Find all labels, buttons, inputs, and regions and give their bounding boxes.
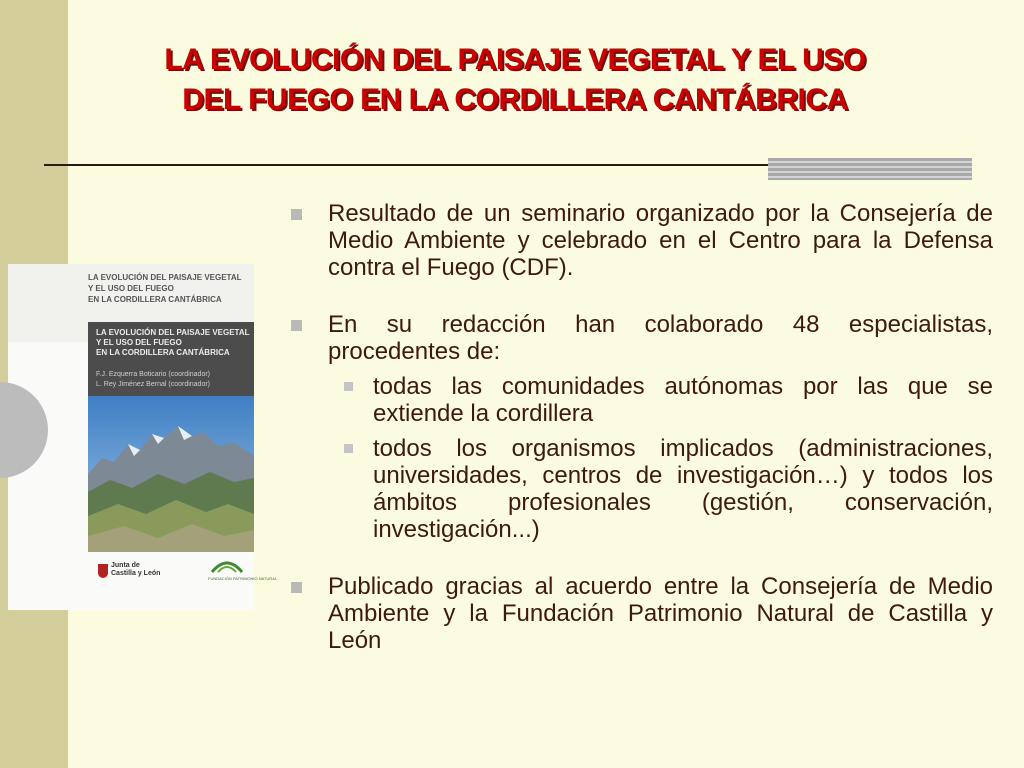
sub-bullet-square-icon — [344, 382, 353, 391]
sub-bullet-list — [328, 373, 993, 543]
cover-title-band — [88, 322, 254, 396]
junta-castilla-leon-logo — [98, 562, 161, 592]
bullet-square-icon — [291, 320, 302, 331]
bullet-item-publication — [289, 573, 993, 654]
slide-title — [40, 40, 990, 120]
cover-footer — [88, 552, 278, 610]
striped-accent-bar — [768, 158, 972, 180]
bullet-text: En su redacción han colaborado 48 especialistas, procedentes de: — [328, 311, 993, 365]
bullet-square-icon — [291, 209, 302, 220]
cover-title-line-3: EN LA CORDILLERA CANTÁBRICA — [96, 348, 230, 357]
bullet-text: Resultado de un seminario organizado por la Consejería de Medio Ambiente y celebrado en el Centro para la Defensa contra el Fuego (CDF). — [328, 200, 993, 281]
sub-bullet-item-communities — [342, 373, 993, 427]
bullet-list — [289, 200, 993, 654]
junta-logo-line-2: Castilla y León — [111, 570, 161, 577]
slide-title-line-1: LA EVOLUCIÓN DEL PAISAJE VEGETAL Y EL USO — [164, 43, 866, 76]
bullet-square-icon — [291, 582, 302, 593]
cover-title-line-1: LA EVOLUCIÓN DEL PAISAJE VEGETAL — [96, 328, 250, 337]
bullet-item-seminar — [289, 200, 993, 281]
cover-title-line-2: Y EL USO DEL FUEGO — [96, 338, 182, 347]
fpn-logo-text: FUNDACIÓN PATRIMONIO NATURAL — [208, 576, 278, 581]
sub-bullet-text: todas las comunidades autónomas por las que se extiende la cordillera — [373, 373, 993, 427]
junta-logo-text — [111, 562, 160, 578]
cover-header-title — [88, 272, 242, 305]
bullet-text: Publicado gracias al acuerdo entre la Consejería de Medio Ambiente y la Fundación Patrimonio Natural de Castilla y León — [328, 573, 993, 654]
title-divider — [44, 164, 772, 166]
sub-bullet-text: todos los organismos implicados (administraciones, universidades, centros de investigación…) y todos los ámbitos profesionales (gestión, conservación, investigación...) — [373, 435, 993, 543]
cover-title — [96, 328, 250, 358]
cover-header-line-3: EN LA CORDILLERA CANTÁBRICA — [88, 295, 222, 304]
fundacion-patrimonio-natural-logo — [208, 558, 278, 588]
book-cover-image — [8, 264, 278, 610]
sub-bullet-item-organisms — [342, 435, 993, 543]
leaf-icon — [208, 558, 246, 576]
cover-header-line-1: LA EVOLUCIÓN DEL PAISAJE VEGETAL — [88, 273, 242, 282]
bullet-item-contributors — [289, 311, 993, 543]
slide-title-line-2: DEL FUEGO EN LA CORDILLERA CANTÁBRICA — [182, 83, 848, 116]
sub-bullet-square-icon — [344, 444, 353, 453]
cover-header-line-2: Y EL USO DEL FUEGO — [88, 284, 174, 293]
shield-icon — [98, 564, 108, 578]
cover-gray-circle — [0, 382, 48, 478]
cover-editor-1: F.J. Ezquerra Boticario (coordinador) — [96, 371, 210, 378]
junta-logo-line-1: Junta de — [111, 562, 140, 569]
mountain-landscape-photo — [88, 396, 254, 562]
cover-editor-2: L. Rey Jiménez Bernal (coordinador) — [96, 381, 210, 388]
cover-editors — [96, 370, 210, 390]
